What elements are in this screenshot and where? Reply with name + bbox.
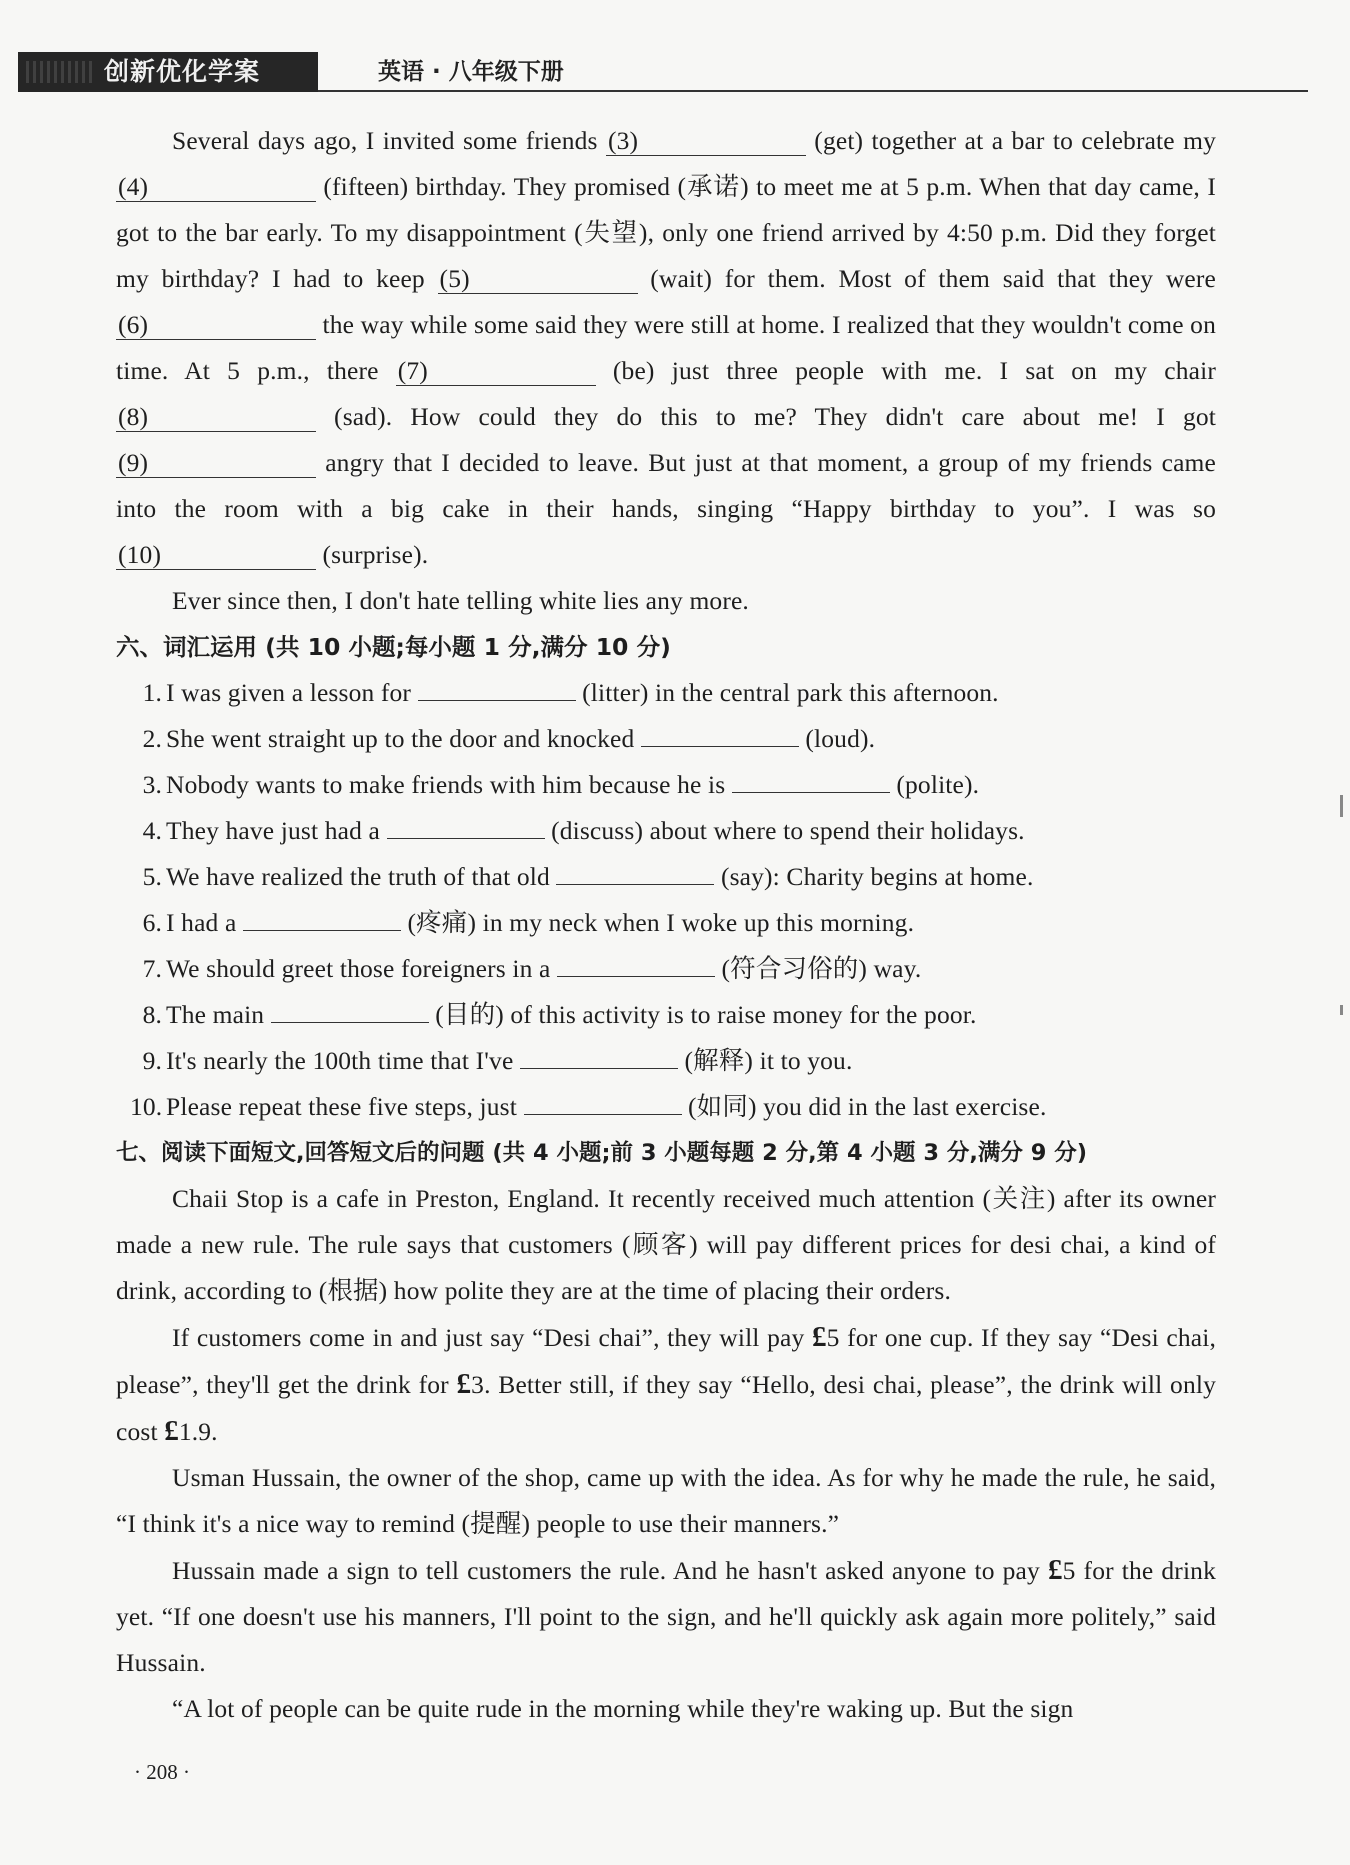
page-content [116, 118, 1216, 1732]
margin-mark [1340, 1005, 1343, 1015]
story-closing: Ever since then, I don't hate telling white lies any more. [172, 586, 749, 615]
subject-title: 英语 · 八年级下册 [378, 59, 564, 85]
vocab-blank[interactable] [243, 901, 401, 931]
page-header [18, 52, 1348, 92]
story-paragraph: Several days ago, I invited some friends (3) (get) together at a bar to celebrate my (4) (fifteen) birthday. They promised (承诺) to meet me at 5 p.m. When that day came, I got to the bar early. To my disappointment (失望), only one friend arrived by 4:50 p.m. Did they forget my birthday? I had to keep (5) (wait) for them. Most of them said that they were (6) the way while some said they were still at home. I realized that they wouldn't come on time. At 5 p.m., there (7) (be) just three people with me. I sat on my chair (8) (sad). How could they do this to me? They didn't care about me! I got (9) angry that I decided to leave. But just at that moment, a group of my friends came into the room with a big cake in their hands, singing “Happy birthday to you”. I was so (10) (surprise). [116, 126, 1216, 569]
vocab-item: 3. Nobody wants to make friends with him because he is (polite). [116, 762, 1216, 808]
section-7-title: 七、阅读下面短文,回答短文后的问题 (共 4 小题;前 3 小题每题 2 分,第 4 小题 3 分,满分 9 分) [116, 1140, 1087, 1166]
brand-pattern [26, 61, 96, 83]
vocab-blank[interactable] [520, 1039, 678, 1069]
answer-blank-10[interactable]: (10) [116, 540, 316, 570]
reading-paragraph-5: “A lot of people can be quite rude in the morning while they're waking up. But the sign [172, 1694, 1074, 1723]
vocab-item: 10. Please repeat these five steps, just (如同) you did in the last exercise. [116, 1084, 1216, 1130]
vocab-item: 4. They have just had a (discuss) about where to spend their holidays. [116, 808, 1216, 854]
vocab-list [116, 670, 1216, 1130]
vocab-blank[interactable] [557, 947, 715, 977]
brand-banner [18, 52, 318, 92]
vocab-item: 1. I was given a lesson for (litter) in the central park this afternoon. [116, 670, 1216, 716]
vocab-blank[interactable] [387, 809, 545, 839]
vocab-blank[interactable] [418, 671, 576, 701]
vocab-item: 2. She went straight up to the door and knocked (loud). [116, 716, 1216, 762]
answer-blank-5[interactable]: (5) [438, 264, 638, 294]
reading-paragraph-1: Chaii Stop is a cafe in Preston, England. It recently received much attention (关注) after its owner made a new rule. The rule says that customers (顾客) will pay different prices for desi chai, a kind of drink, according to (根据) how polite they are at the time of placing their orders. [116, 1184, 1216, 1305]
vocab-item: 8. The main (目的) of this activity is to raise money for the poor. [116, 992, 1216, 1038]
reading-paragraph-4: Hussain made a sign to tell customers the rule. And he hasn't asked anyone to pay £5 for the drink yet. “If one doesn't use his manners, I'll point to the sign, and he'll quickly ask again more politely,” said Hussain. [116, 1554, 1216, 1677]
answer-blank-8[interactable]: (8) [116, 402, 316, 432]
section-6-title: 六、词汇运用 (共 10 小题;每小题 1 分,满分 10 分) [116, 633, 671, 661]
header-rule [318, 90, 1308, 92]
vocab-blank[interactable] [641, 717, 799, 747]
vocab-blank[interactable] [271, 993, 429, 1023]
brand-title: 创新优化学案 [104, 57, 261, 86]
reading-paragraph-3: Usman Hussain, the owner of the shop, came up with the idea. As for why he made the rule, he said, “I think it's a nice way to remind (提醒) people to use their manners.” [116, 1463, 1216, 1538]
answer-blank-3[interactable]: (3) [606, 126, 806, 156]
vocab-blank[interactable] [556, 855, 714, 885]
vocab-item: 7. We should greet those foreigners in a (符合习俗的) way. [116, 946, 1216, 992]
vocab-blank[interactable] [524, 1085, 682, 1115]
vocab-item: 9. It's nearly the 100th time that I've (解释) it to you. [116, 1038, 1216, 1084]
answer-blank-4[interactable]: (4) [116, 172, 316, 202]
answer-blank-7[interactable]: (7) [396, 356, 596, 386]
vocab-blank[interactable] [732, 763, 890, 793]
vocab-item: 5. We have realized the truth of that old (say): Charity begins at home. [116, 854, 1216, 900]
answer-blank-9[interactable]: (9) [116, 448, 316, 478]
reading-paragraph-2: If customers come in and just say “Desi chai”, they will pay £5 for one cup. If they say “Desi chai, please”, they'll get the drink for £3. Better still, if they say “Hello, desi chai, please”, the drink will only cost £1.9. [116, 1321, 1216, 1447]
vocab-item: 6. I had a (疼痛) in my neck when I woke up this morning. [116, 900, 1216, 946]
answer-blank-6[interactable]: (6) [116, 310, 316, 340]
margin-mark [1340, 795, 1343, 817]
page-number: · 208 · [134, 1760, 190, 1784]
